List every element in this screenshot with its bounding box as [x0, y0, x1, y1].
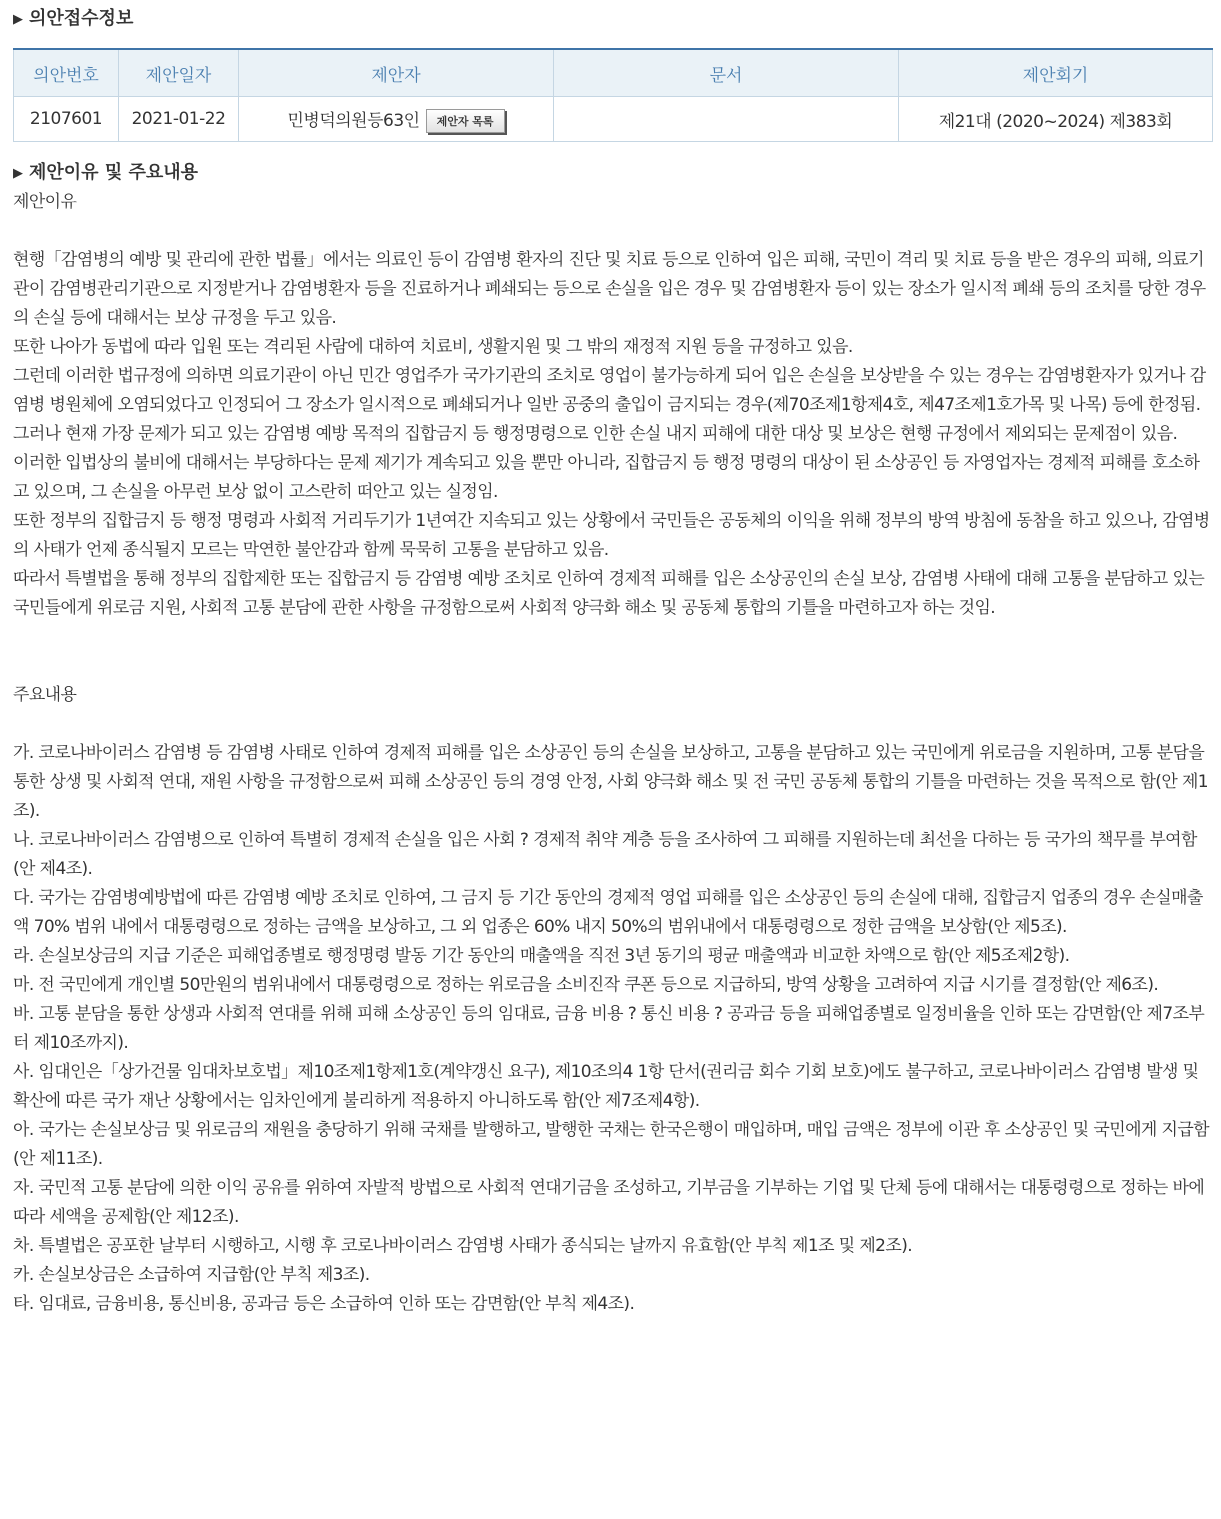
- col-session: 제안회기: [899, 49, 1213, 97]
- reason-heading: [13, 160, 1212, 188]
- reason-section-title: 제안이유 및 주요내용: [29, 162, 199, 183]
- main-content-item: 가. 코로나바이러스 감염병 등 감염병 사태로 인하여 경제적 피해를 입은 소상공인 등의 손실을 보상하고, 고통을 분담하고 있는 국민에게 위로금을 지원하며, 고통 분담을 통한 상생 및 사회적 연대, 재원 사항을 규정함으로써 피해 소상공인 등의 경영 안정, 사회 양극화 해소 및 전 국민 공동체 통합의 기틀을 마련하는 것을 목적으로 함(안 제1조).: [13, 743, 1209, 821]
- col-proposal-date: 제안일자: [119, 49, 239, 97]
- proposer-cell: [239, 97, 554, 142]
- reason-paragraph: 따라서 특별법을 통해 정부의 집합제한 또는 집합금지 등 감염병 예방 조치로 인하여 경제적 피해를 입은 소상공인의 손실 보상, 감염병 사태에 대해 고통을 분담하고 있는 국민들에게 위로금 지원, 사회적 고통 분담에 관한 사항을 규정함으로써 사회적 양극화 해소 및 공동체 통합의 기틀을 마련하고자 하는 것임.: [13, 569, 1205, 618]
- reason-title: 제안이유: [13, 192, 77, 212]
- receipt-info-title: 의안접수정보: [29, 8, 134, 29]
- triangle-bullet-icon: ▶: [13, 12, 23, 27]
- bill-info-table: [13, 48, 1213, 142]
- col-document: 문서: [554, 49, 899, 97]
- main-content-item: 나. 코로나바이러스 감염병으로 인하여 특별히 경제적 손실을 입은 사회 ? 경제적 취약 계층 등을 조사하여 그 피해를 지원하는데 최선을 다하는 등 국가의 책무를 부여함(안 제4조).: [13, 830, 1197, 879]
- bill-content: [13, 188, 1212, 1319]
- main-content-item: 카. 손실보상금은 소급하여 지급함(안 부칙 제3조).: [13, 1265, 370, 1285]
- main-content-item: 자. 국민적 고통 분담에 의한 이익 공유를 위하여 자발적 방법으로 사회적 연대기금을 조성하고, 기부금을 기부하는 기업 및 단체 등에 대해서는 대통령령으로 정하는 바에 따라 세액을 공제함(안 제12조).: [13, 1178, 1205, 1227]
- reason-paragraph: 또한 나아가 동법에 따라 입원 또는 격리된 사람에 대하여 치료비, 생활지원 및 그 밖의 재정적 지원 등을 규정하고 있음.: [13, 337, 853, 357]
- col-bill-number: 의안번호: [14, 49, 119, 97]
- table-header-row: [14, 49, 1213, 97]
- bill-number-cell: 2107601: [14, 97, 119, 142]
- reason-paragraph: 그런데 이러한 법규정에 의하면 의료기관이 아닌 민간 영업주가 국가기관의 조치로 영업이 불가능하게 되어 입은 손실을 보상받을 수 있는 경우는 감염병환자가 있거나 감염병 병원체에 오염되었다고 인정되어 그 장소가 일시적으로 폐쇄되거나 일반 공중의 출입이 금지되는 경우(제70조제1항제4호, 제47조제1호가목 및 나목) 등에 한정됨.: [13, 366, 1206, 415]
- reason-paragraph: 이러한 입법상의 불비에 대해서는 부당하다는 문제 제기가 계속되고 있을 뿐만 아니라, 집합금지 등 행정 명령의 대상이 된 소상공인 등 자영업자는 경제적 피해를 호소하고 있으며, 그 손실을 아무런 보상 없이 고스란히 떠안고 있는 실정임.: [13, 453, 1200, 502]
- col-proposer: 제안자: [239, 49, 554, 97]
- reason-paragraph: 그러나 현재 가장 문제가 되고 있는 감염병 예방 목적의 집합금지 등 행정명령으로 인한 손실 내지 피해에 대한 대상 및 보상은 현행 규정에서 제외되는 문제점이 있음.: [13, 424, 1178, 444]
- session-cell: 제21대 (2020~2024) 제383회: [899, 97, 1213, 142]
- main-content-item: 타. 임대료, 금융비용, 통신비용, 공과금 등은 소급하여 인하 또는 감면함(안 부칙 제4조).: [13, 1294, 635, 1314]
- proposer-list-button[interactable]: 제안자 목록: [426, 109, 505, 133]
- main-content-item: 아. 국가는 손실보상금 및 위로금의 재원을 충당하기 위해 국채를 발행하고, 발행한 국채는 한국은행이 매입하며, 매입 금액은 정부에 이관 후 소상공인 및 국민에게 지급함(안 제11조).: [13, 1120, 1209, 1169]
- reason-paragraph: 현행「감염병의 예방 및 관리에 관한 법률」에서는 의료인 등이 감염병 환자의 진단 및 치료 등으로 인하여 입은 피해, 국민이 격리 및 치료 등을 받은 경우의 피해, 의료기관이 감염병관리기관으로 지정받거나 감염병환자 등을 진료하거나 폐쇄되는 등으로 손실을 입은 경우 및 감염병환자 등이 있는 장소가 일시적 폐쇄 등의 조치를 당한 경우의 손실 등에 대해서는 보상 규정을 두고 있음.: [13, 250, 1206, 328]
- main-content-item: 라. 손실보상금의 지급 기준은 피해업종별로 행정명령 발동 기간 동안의 매출액을 직전 3년 동기의 평균 매출액과 비교한 차액으로 함(안 제5조제2항).: [13, 946, 1070, 966]
- main-content-item: 마. 전 국민에게 개인별 50만원의 범위내에서 대통령령으로 정하는 위로금을 소비진작 쿠폰 등으로 지급하되, 방역 상황을 고려하여 지급 시기를 결정함(안 제6조).: [13, 975, 1159, 995]
- main-content-item: 다. 국가는 감염병예방법에 따른 감염병 예방 조치로 인하여, 그 금지 등 기간 동안의 경제적 영업 피해를 입은 소상공인 등의 손실에 대해, 집합금지 업종의 경우 손실매출액 70% 범위 내에서 대통령령으로 정하는 금액을 보상하고, 그 외 업종은 60% 내지 50%의 범위내에서 대통령령으로 정한 금액을 보상함(안 제5조).: [13, 888, 1203, 937]
- document-cell: [554, 97, 899, 142]
- main-content-item: 차. 특별법은 공포한 날부터 시행하고, 시행 후 코로나바이러스 감염병 사태가 종식되는 날까지 유효함(안 부칙 제1조 및 제2조).: [13, 1236, 913, 1256]
- main-content-title: 주요내용: [13, 685, 77, 705]
- proposal-date-cell: 2021-01-22: [119, 97, 239, 142]
- triangle-bullet-icon: ▶: [13, 166, 23, 181]
- proposer-name: 민병덕의원등63인: [287, 110, 420, 131]
- receipt-info-heading: [13, 6, 1212, 34]
- main-content-item: 사. 임대인은「상가건물 임대차보호법」제10조제1항제1호(계약갱신 요구), 제10조의4 1항 단서(권리금 회수 기회 보호)에도 불구하고, 코로나바이러스 감염병 발생 및 확산에 따른 국가 재난 상황에서는 임차인에게 불리하게 적용하지 아니하도록 함(안 제7조제4항).: [13, 1062, 1199, 1111]
- table-row: [14, 97, 1213, 142]
- main-content-item: 바. 고통 분담을 통한 상생과 사회적 연대를 위해 피해 소상공인 등의 임대료, 금융 비용 ? 통신 비용 ? 공과금 등을 피해업종별로 일정비율을 인하 또는 감면함(안 제7조부터 제10조까지).: [13, 1004, 1205, 1053]
- reason-paragraph: 또한 정부의 집합금지 등 행정 명령과 사회적 거리두기가 1년여간 지속되고 있는 상황에서 국민들은 공동체의 이익을 위해 정부의 방역 방침에 동참을 하고 있으나, 감염병의 사태가 언제 종식될지 모르는 막연한 불안감과 함께 묵묵히 고통을 분담하고 있음.: [13, 511, 1210, 560]
